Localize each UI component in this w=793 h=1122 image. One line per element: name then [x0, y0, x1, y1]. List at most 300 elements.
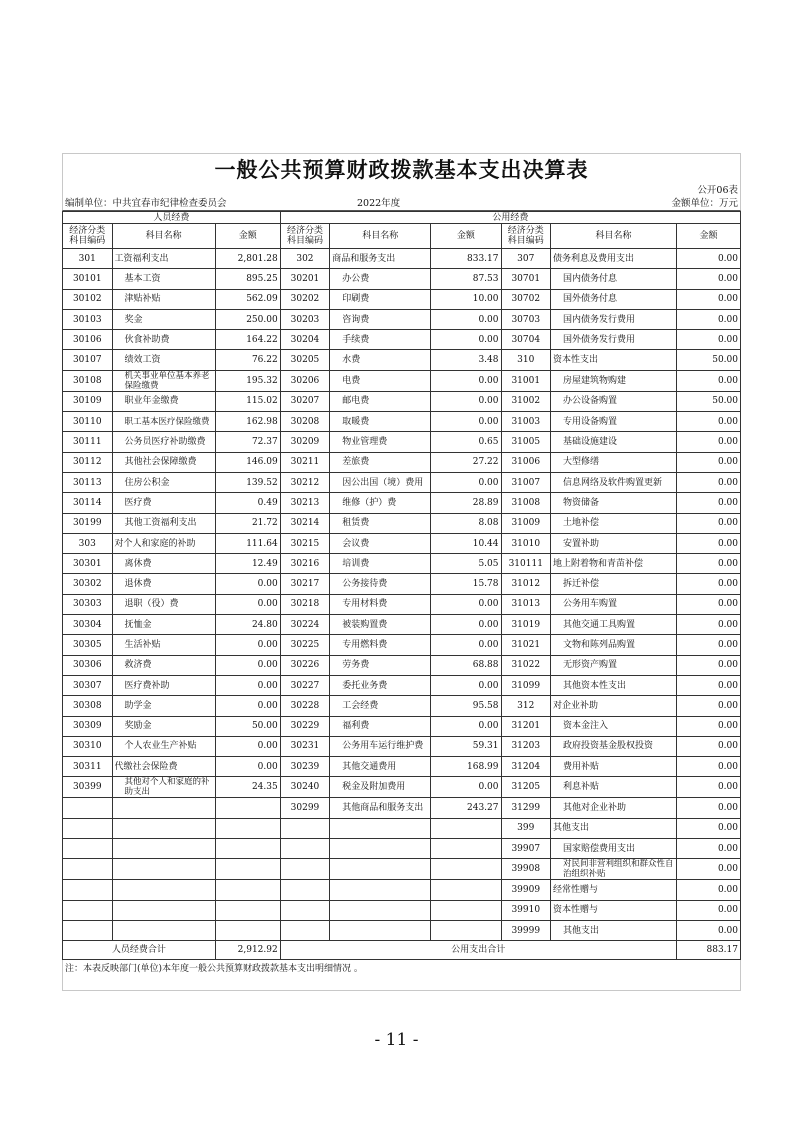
- table-row: [63, 432, 741, 452]
- table-row: [63, 736, 741, 756]
- cell-amount: 50.00: [676, 350, 740, 370]
- personnel-total-amount: 2,912.92: [215, 941, 280, 960]
- cell-amount: 0.00: [676, 757, 740, 777]
- cell-amount: 72.37: [215, 432, 280, 452]
- public-total-amount: 883.17: [676, 941, 740, 960]
- cell-name: 水费: [330, 350, 431, 370]
- cell-code: 310111: [501, 554, 551, 574]
- cell-code: 30211: [280, 452, 330, 472]
- cell-amount: 10.00: [431, 289, 501, 309]
- cell-amount: 76.22: [215, 350, 280, 370]
- cell-amount: 0.00: [676, 777, 740, 798]
- cell-name: 租赁费: [330, 513, 431, 533]
- cell-name: 咨询费: [330, 309, 431, 329]
- cell-amount: 0.00: [676, 736, 740, 756]
- cell-amount: 3.48: [431, 350, 501, 370]
- cell-name: 奖励金: [112, 716, 215, 736]
- col-header-amount: 金额: [215, 224, 280, 249]
- cell-code: 31003: [501, 412, 551, 432]
- cell-name: 取暖费: [330, 412, 431, 432]
- table-row: [63, 493, 741, 513]
- cell-name: [112, 920, 215, 940]
- cell-code: 30206: [280, 370, 330, 391]
- cell-name: 资本金注入: [551, 716, 677, 736]
- table-row: [63, 289, 741, 309]
- public-group-header: 公用经费: [280, 212, 740, 224]
- cell-code: 30201: [280, 269, 330, 289]
- cell-code: [280, 818, 330, 838]
- cell-code: 30109: [63, 391, 113, 411]
- cell-name: 工会经费: [330, 696, 431, 716]
- table-row: [63, 880, 741, 900]
- table-row: [63, 839, 741, 859]
- cell-code: 30208: [280, 412, 330, 432]
- cell-name: 费用补贴: [551, 757, 677, 777]
- cell-name: 电费: [330, 370, 431, 391]
- table-row: [63, 452, 741, 472]
- cell-name: 奖金: [112, 309, 215, 329]
- cell-amount: 895.25: [215, 269, 280, 289]
- cell-code: 30107: [63, 350, 113, 370]
- cell-code: 310: [501, 350, 551, 370]
- cell-amount: 0.00: [676, 839, 740, 859]
- cell-code: 31007: [501, 472, 551, 492]
- cell-name: 会议费: [330, 533, 431, 553]
- cell-code: 30114: [63, 493, 113, 513]
- cell-name: 公务用车运行维护费: [330, 736, 431, 756]
- cell-code: 31013: [501, 594, 551, 614]
- cell-amount: [431, 839, 501, 859]
- cell-amount: 0.00: [676, 493, 740, 513]
- cell-name: 办公设备购置: [551, 391, 677, 411]
- cell-name: 基本工资: [112, 269, 215, 289]
- cell-code: 31010: [501, 533, 551, 553]
- cell-code: 399: [501, 818, 551, 838]
- cell-code: [63, 900, 113, 920]
- cell-name: 伙食补助费: [112, 330, 215, 350]
- cell-amount: 8.08: [431, 513, 501, 533]
- cell-amount: [215, 818, 280, 838]
- cell-amount: 0.00: [676, 370, 740, 391]
- cell-amount: 168.99: [431, 757, 501, 777]
- cell-name: 机关事业单位基本养老保险缴费: [112, 370, 215, 391]
- compiling-unit: 编制单位：中共宜春市纪律检查委员会: [65, 198, 227, 209]
- table-row: [63, 249, 741, 269]
- cell-name: 其他工资福利支出: [112, 513, 215, 533]
- cell-amount: 95.58: [431, 696, 501, 716]
- cell-name: 公务员医疗补助缴费: [112, 432, 215, 452]
- cell-amount: 0.00: [215, 696, 280, 716]
- col-header-code: 经济分类科目编码: [63, 224, 113, 249]
- cell-name: 政府投资基金股权投资: [551, 736, 677, 756]
- cell-amount: 0.00: [676, 880, 740, 900]
- cell-amount: 28.89: [431, 493, 501, 513]
- cell-code: 30704: [501, 330, 551, 350]
- cell-code: 30101: [63, 269, 113, 289]
- cell-name: 助学金: [112, 696, 215, 716]
- cell-code: [63, 839, 113, 859]
- cell-amount: [215, 900, 280, 920]
- cell-code: 31009: [501, 513, 551, 533]
- cell-code: 30307: [63, 675, 113, 695]
- expenditure-table: [62, 211, 741, 960]
- cell-code: 30199: [63, 513, 113, 533]
- cell-name: 安置补助: [551, 533, 677, 553]
- table-row: [63, 412, 741, 432]
- cell-code: 30308: [63, 696, 113, 716]
- table-row: [63, 696, 741, 716]
- cell-code: 31203: [501, 736, 551, 756]
- cell-amount: 0.00: [676, 513, 740, 533]
- cell-name: 物业管理费: [330, 432, 431, 452]
- cell-name: 其他商品和服务支出: [330, 798, 431, 818]
- page-number: - 11 -: [374, 1030, 419, 1050]
- table-row: [63, 554, 741, 574]
- cell-name: 利息补贴: [551, 777, 677, 798]
- cell-amount: 0.00: [676, 432, 740, 452]
- cell-name: 福利费: [330, 716, 431, 736]
- cell-code: 30110: [63, 412, 113, 432]
- cell-amount: 0.00: [431, 309, 501, 329]
- cell-amount: 111.64: [215, 533, 280, 553]
- cell-name: 抚恤金: [112, 615, 215, 635]
- cell-amount: 139.52: [215, 472, 280, 492]
- cell-code: 39909: [501, 880, 551, 900]
- cell-name: 资本性支出: [551, 350, 677, 370]
- cell-name: 其他对个人和家庭的补助支出: [112, 777, 215, 798]
- cell-amount: 0.00: [431, 615, 501, 635]
- cell-name: [112, 839, 215, 859]
- cell-code: 31201: [501, 716, 551, 736]
- cell-code: 30106: [63, 330, 113, 350]
- cell-amount: 21.72: [215, 513, 280, 533]
- cell-amount: 0.00: [431, 412, 501, 432]
- cell-name: 培训费: [330, 554, 431, 574]
- cell-amount: 0.00: [431, 716, 501, 736]
- table-row: [63, 330, 741, 350]
- cell-amount: [215, 859, 280, 880]
- cell-name: 因公出国（境）费用: [330, 472, 431, 492]
- money-unit: 金额单位：万元: [671, 198, 738, 209]
- cell-name: 专用设备购置: [551, 412, 677, 432]
- cell-code: 30305: [63, 635, 113, 655]
- cell-code: 31001: [501, 370, 551, 391]
- column-header-row: [63, 224, 741, 249]
- cell-amount: 562.09: [215, 289, 280, 309]
- cell-code: 30215: [280, 533, 330, 553]
- table-row: [63, 757, 741, 777]
- cell-name: 土地补偿: [551, 513, 677, 533]
- cell-code: 31008: [501, 493, 551, 513]
- cell-code: 30299: [280, 798, 330, 818]
- cell-name: 办公费: [330, 269, 431, 289]
- cell-name: 国外债务付息: [551, 289, 677, 309]
- cell-amount: 0.00: [676, 655, 740, 675]
- cell-name: 拆迁补偿: [551, 574, 677, 594]
- cell-name: 资本性赠与: [551, 900, 677, 920]
- cell-name: 专用材料费: [330, 594, 431, 614]
- table-row: [63, 269, 741, 289]
- cell-code: 30111: [63, 432, 113, 452]
- table-row: [63, 859, 741, 880]
- cell-name: 维修（护）费: [330, 493, 431, 513]
- cell-amount: 115.02: [215, 391, 280, 411]
- cell-amount: 0.00: [215, 675, 280, 695]
- cell-amount: 0.00: [676, 249, 740, 269]
- cell-code: 30311: [63, 757, 113, 777]
- cell-amount: 0.00: [676, 594, 740, 614]
- cell-name: 无形资产购置: [551, 655, 677, 675]
- cell-amount: 10.44: [431, 533, 501, 553]
- cell-code: 30225: [280, 635, 330, 655]
- cell-name: 退休费: [112, 574, 215, 594]
- cell-amount: 0.00: [431, 472, 501, 492]
- table-row: [63, 716, 741, 736]
- cell-amount: 0.00: [676, 818, 740, 838]
- cell-code: 30102: [63, 289, 113, 309]
- cell-name: 其他支出: [551, 818, 677, 838]
- cell-name: [330, 859, 431, 880]
- table-row: [63, 798, 741, 818]
- cell-amount: 59.31: [431, 736, 501, 756]
- cell-amount: [215, 920, 280, 940]
- cell-amount: [215, 839, 280, 859]
- cell-code: 30304: [63, 615, 113, 635]
- cell-amount: 5.05: [431, 554, 501, 574]
- cell-amount: 2,801.28: [215, 249, 280, 269]
- cell-code: 30113: [63, 472, 113, 492]
- col-header-code: 经济分类科目编码: [501, 224, 551, 249]
- cell-amount: 0.00: [215, 655, 280, 675]
- cell-code: 31005: [501, 432, 551, 452]
- cell-name: 房屋建筑物购建: [551, 370, 677, 391]
- cell-code: 30202: [280, 289, 330, 309]
- cell-name: 被装购置费: [330, 615, 431, 635]
- cell-code: [280, 880, 330, 900]
- cell-amount: 0.00: [431, 330, 501, 350]
- cell-code: 30240: [280, 777, 330, 798]
- table-row: [63, 472, 741, 492]
- cell-name: 其他对企业补助: [551, 798, 677, 818]
- cell-amount: 50.00: [215, 716, 280, 736]
- cell-amount: 0.00: [431, 391, 501, 411]
- cell-amount: 833.17: [431, 249, 501, 269]
- cell-code: [280, 839, 330, 859]
- cell-code: 31006: [501, 452, 551, 472]
- cell-code: 30108: [63, 370, 113, 391]
- cell-amount: 0.00: [676, 635, 740, 655]
- cell-name: 医疗费: [112, 493, 215, 513]
- cell-name: 手续费: [330, 330, 431, 350]
- cell-name: [330, 900, 431, 920]
- cell-amount: 0.00: [676, 900, 740, 920]
- cell-name: 债务利息及费用支出: [551, 249, 677, 269]
- cell-name: [330, 920, 431, 940]
- cell-name: 邮电费: [330, 391, 431, 411]
- cell-code: 30213: [280, 493, 330, 513]
- cell-amount: 0.00: [215, 574, 280, 594]
- table-row: [63, 574, 741, 594]
- col-header-name: 科目名称: [551, 224, 677, 249]
- cell-amount: [431, 900, 501, 920]
- cell-code: 30226: [280, 655, 330, 675]
- cell-amount: 0.00: [676, 920, 740, 940]
- cell-amount: 0.00: [676, 330, 740, 350]
- table-row: [63, 350, 741, 370]
- cell-name: 税金及附加费用: [330, 777, 431, 798]
- cell-code: 30703: [501, 309, 551, 329]
- table-row: [63, 777, 741, 798]
- cell-name: 生活补贴: [112, 635, 215, 655]
- cell-code: 30103: [63, 309, 113, 329]
- cell-amount: 15.78: [431, 574, 501, 594]
- cell-amount: 195.32: [215, 370, 280, 391]
- cell-code: 39908: [501, 859, 551, 880]
- cell-name: 个人农业生产补贴: [112, 736, 215, 756]
- cell-code: [280, 920, 330, 940]
- cell-name: 委托业务费: [330, 675, 431, 695]
- cell-code: 30207: [280, 391, 330, 411]
- table-row: [63, 920, 741, 940]
- cell-code: 39999: [501, 920, 551, 940]
- col-header-amount: 金额: [676, 224, 740, 249]
- cell-amount: 0.00: [215, 736, 280, 756]
- report-sheet: [62, 153, 741, 991]
- cell-name: 对企业补助: [551, 696, 677, 716]
- cell-code: 30205: [280, 350, 330, 370]
- cell-code: 31099: [501, 675, 551, 695]
- cell-code: 30203: [280, 309, 330, 329]
- col-header-name: 科目名称: [112, 224, 215, 249]
- cell-code: 30218: [280, 594, 330, 614]
- col-header-name: 科目名称: [330, 224, 431, 249]
- cell-name: 其他社会保障缴费: [112, 452, 215, 472]
- cell-amount: 0.00: [431, 675, 501, 695]
- table-code: 公开06表: [62, 184, 741, 197]
- cell-name: [112, 900, 215, 920]
- cell-code: [280, 900, 330, 920]
- cell-code: 312: [501, 696, 551, 716]
- cell-name: 专用燃料费: [330, 635, 431, 655]
- table-row: [63, 900, 741, 920]
- cell-amount: 27.22: [431, 452, 501, 472]
- cell-code: [63, 880, 113, 900]
- cell-name: 国内债务付息: [551, 269, 677, 289]
- table-row: [63, 675, 741, 695]
- cell-code: 31022: [501, 655, 551, 675]
- cell-amount: [215, 798, 280, 818]
- cell-code: 30212: [280, 472, 330, 492]
- cell-code: 30231: [280, 736, 330, 756]
- cell-name: 救济费: [112, 655, 215, 675]
- cell-amount: 12.49: [215, 554, 280, 574]
- cell-name: 工资福利支出: [112, 249, 215, 269]
- cell-name: 经常性赠与: [551, 880, 677, 900]
- cell-code: 30309: [63, 716, 113, 736]
- cell-name: 商品和服务支出: [330, 249, 431, 269]
- cell-code: 31204: [501, 757, 551, 777]
- cell-name: [330, 818, 431, 838]
- cell-amount: 0.00: [215, 635, 280, 655]
- cell-code: 30214: [280, 513, 330, 533]
- cell-amount: [431, 880, 501, 900]
- table-row: [63, 533, 741, 553]
- personnel-total-label: 人员经费合计: [63, 941, 216, 960]
- cell-code: 30301: [63, 554, 113, 574]
- cell-name: 退职（役）费: [112, 594, 215, 614]
- cell-code: [63, 818, 113, 838]
- cell-code: [63, 798, 113, 818]
- cell-code: 39907: [501, 839, 551, 859]
- cell-name: 离休费: [112, 554, 215, 574]
- cell-name: 劳务费: [330, 655, 431, 675]
- cell-name: 国家赔偿费用支出: [551, 839, 677, 859]
- fiscal-year: 2022年度: [357, 198, 401, 209]
- cell-name: 其他资本性支出: [551, 675, 677, 695]
- cell-code: 31002: [501, 391, 551, 411]
- cell-amount: 0.00: [676, 309, 740, 329]
- cell-name: 地上附着物和青苗补偿: [551, 554, 677, 574]
- cell-name: 对个人和家庭的补助: [112, 533, 215, 553]
- cell-amount: 0.00: [431, 777, 501, 798]
- cell-amount: 164.22: [215, 330, 280, 350]
- cell-code: 31019: [501, 615, 551, 635]
- cell-code: 30224: [280, 615, 330, 635]
- cell-name: 印刷费: [330, 289, 431, 309]
- totals-row: [63, 941, 741, 960]
- cell-code: 30227: [280, 675, 330, 695]
- col-header-amount: 金额: [431, 224, 501, 249]
- cell-name: 差旅费: [330, 452, 431, 472]
- cell-amount: 243.27: [431, 798, 501, 818]
- cell-name: 绩效工资: [112, 350, 215, 370]
- cell-code: 31205: [501, 777, 551, 798]
- cell-name: [330, 839, 431, 859]
- cell-amount: 0.00: [676, 269, 740, 289]
- cell-name: 住房公积金: [112, 472, 215, 492]
- cell-code: 301: [63, 249, 113, 269]
- cell-amount: 0.49: [215, 493, 280, 513]
- cell-code: 30112: [63, 452, 113, 472]
- cell-amount: 0.00: [676, 859, 740, 880]
- cell-code: 30239: [280, 757, 330, 777]
- cell-code: 30701: [501, 269, 551, 289]
- cell-name: 大型修缮: [551, 452, 677, 472]
- cell-name: 国内债务发行费用: [551, 309, 677, 329]
- cell-name: 信息网络及软件购置更新: [551, 472, 677, 492]
- cell-amount: 0.65: [431, 432, 501, 452]
- cell-name: [112, 798, 215, 818]
- table-row: [63, 370, 741, 391]
- footnote: 注：本表反映部门(单位)本年度一般公共预算财政拨款基本支出明细情况 。: [62, 960, 741, 991]
- cell-code: 30204: [280, 330, 330, 350]
- cell-code: [63, 859, 113, 880]
- cell-name: 公务接待费: [330, 574, 431, 594]
- cell-amount: 0.00: [676, 412, 740, 432]
- cell-amount: [215, 880, 280, 900]
- cell-code: 39910: [501, 900, 551, 920]
- cell-code: 31012: [501, 574, 551, 594]
- cell-amount: 0.00: [676, 533, 740, 553]
- table-row: [63, 513, 741, 533]
- cell-amount: [431, 818, 501, 838]
- cell-name: 职工基本医疗保险缴费: [112, 412, 215, 432]
- table-row: [63, 594, 741, 614]
- cell-amount: 0.00: [676, 615, 740, 635]
- table-row: [63, 655, 741, 675]
- cell-amount: 0.00: [676, 289, 740, 309]
- cell-amount: 0.00: [676, 452, 740, 472]
